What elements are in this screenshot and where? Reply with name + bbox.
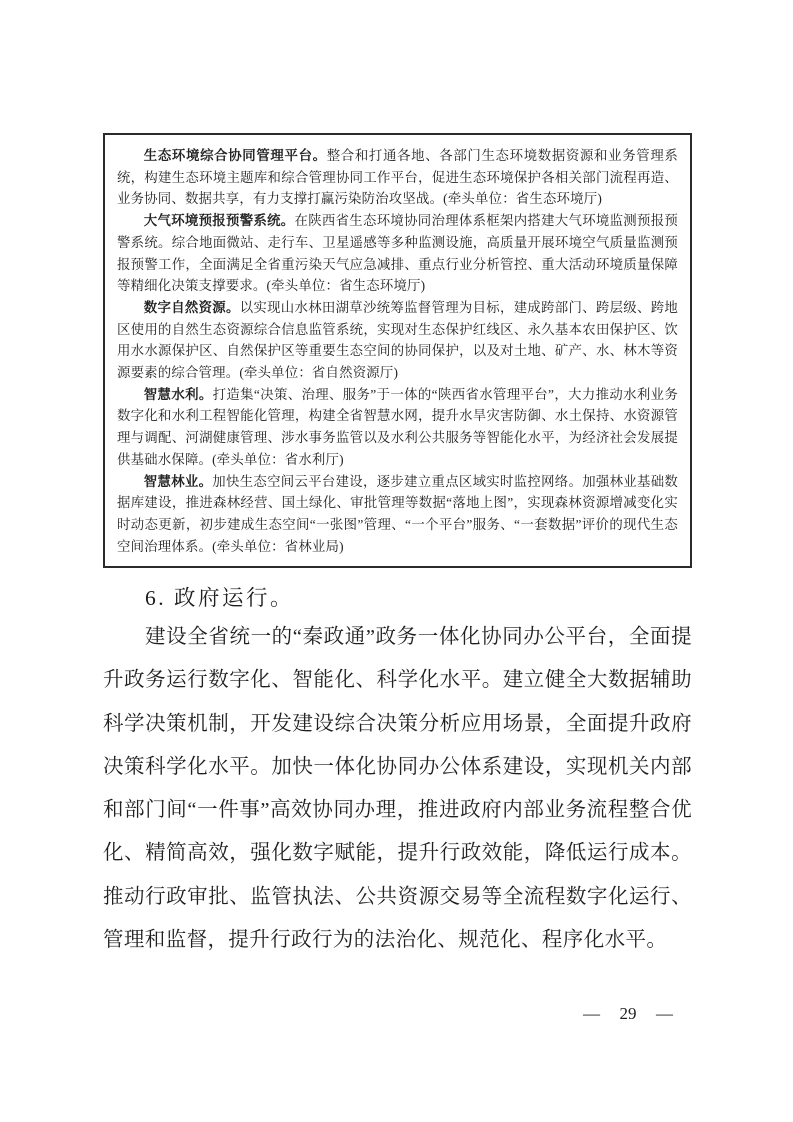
paragraph-text: 整合和打通各地、各部门生态环境数据资源和业务管理系统，构建生态环境主题库和综合管理协同工作平台，促进生态环境保护各相关部门流程再造、业务协同、数据共享，有力支撑打赢污染防治攻坚战。(牵头单位：省生态环境厅) <box>117 148 678 207</box>
paragraph-lead: 大气环境预报预警系统。 <box>143 213 295 229</box>
paragraph-lead: 智慧林业。 <box>143 473 213 489</box>
box-paragraph <box>117 145 678 210</box>
page-number-dash-right: — <box>656 1004 673 1023</box>
paragraph-text: 加快生态空间云平台建设，逐步建立重点区域实时监控网络。加强林业基础数据库建设，推进森林经营、国土绿化、审批管理等数据“落地上图”，实现森林资源增减变化实时动态更新，初步建成生态空间“一张图”管理、“一个平台”服务、“一套数据”评价的现代生态空间治理体系。(牵头单位：省林业局) <box>117 473 678 554</box>
box-paragraph <box>117 210 678 297</box>
paragraph-text: 在陕西省生态环境协同治理体系框架内搭建大气环境监测预报预警系统。综合地面微站、走行车、卫星遥感等多种监测设施，高质量开展环境空气质量监测预报预警工作，全面满足全省重污染天气应急减排、重点行业分析管控、重大活动环境质量保障等精细化决策支撑要求。(牵头单位：省生态环境厅) <box>117 213 678 294</box>
box-paragraph <box>117 297 678 384</box>
page-number-value: 29 <box>619 1004 637 1023</box>
page-number <box>583 1002 673 1026</box>
paragraph-lead: 智慧水利。 <box>143 386 213 402</box>
section-heading: 6. 政府运行。 <box>145 586 295 610</box>
paragraph-text: 以实现山水林田湖草沙统筹监督管理为目标，建成跨部门、跨层级、跨地区使用的自然生态资源综合信息监管系统，实现对生态保护红线区、永久基本农田保护区、饮用水水源保护区、自然保护区等重要生态空间的协同保护，以及对土地、矿产、水、林木等资源要素的综合管理。(牵头单位：省自然资源厅) <box>117 299 678 381</box>
key-projects-box <box>103 133 692 568</box>
paragraph-text: 打造集“决策、治理、服务”于一体的“陕西省水管理平台”，大力推动水利业务数字化和水利工程智能化管理，构建全省智慧水网，提升水旱灾害防御、水土保持、水资源管理与调配、河湖健康管理、涉水事务监管以及水利公共服务等智能化水平，为经济社会发展提供基础水保障。(牵头单位：省水利厅) <box>117 386 679 467</box>
page-number-dash-left: — <box>583 1004 600 1023</box>
paragraph-lead: 生态环境综合协同管理平台。 <box>143 148 327 163</box>
box-paragraph <box>117 471 678 558</box>
box-paragraph <box>117 384 678 471</box>
section-body: 建设全省统一的“秦政通”政务一体化协同办公平台，全面提升政务运行数字化、智能化、科学化水平。建立健全大数据辅助科学决策机制，开发建设综合决策分析应用场景，全面提升政府决策科学化水平。加快一体化协同办公体系建设，实现机关内部和部门间“一件事”高效协同办理，推进政府内部业务流程整合优化、精简高效，强化数字赋能，提升行政效能，降低运行成本。推动行政审批、监管执法、公共资源交易等全流程数字化运行、管理和监督，提升行政行为的法治化、规范化、程序化水平。 <box>103 626 692 952</box>
paragraph-lead: 数字自然资源。 <box>143 299 240 315</box>
